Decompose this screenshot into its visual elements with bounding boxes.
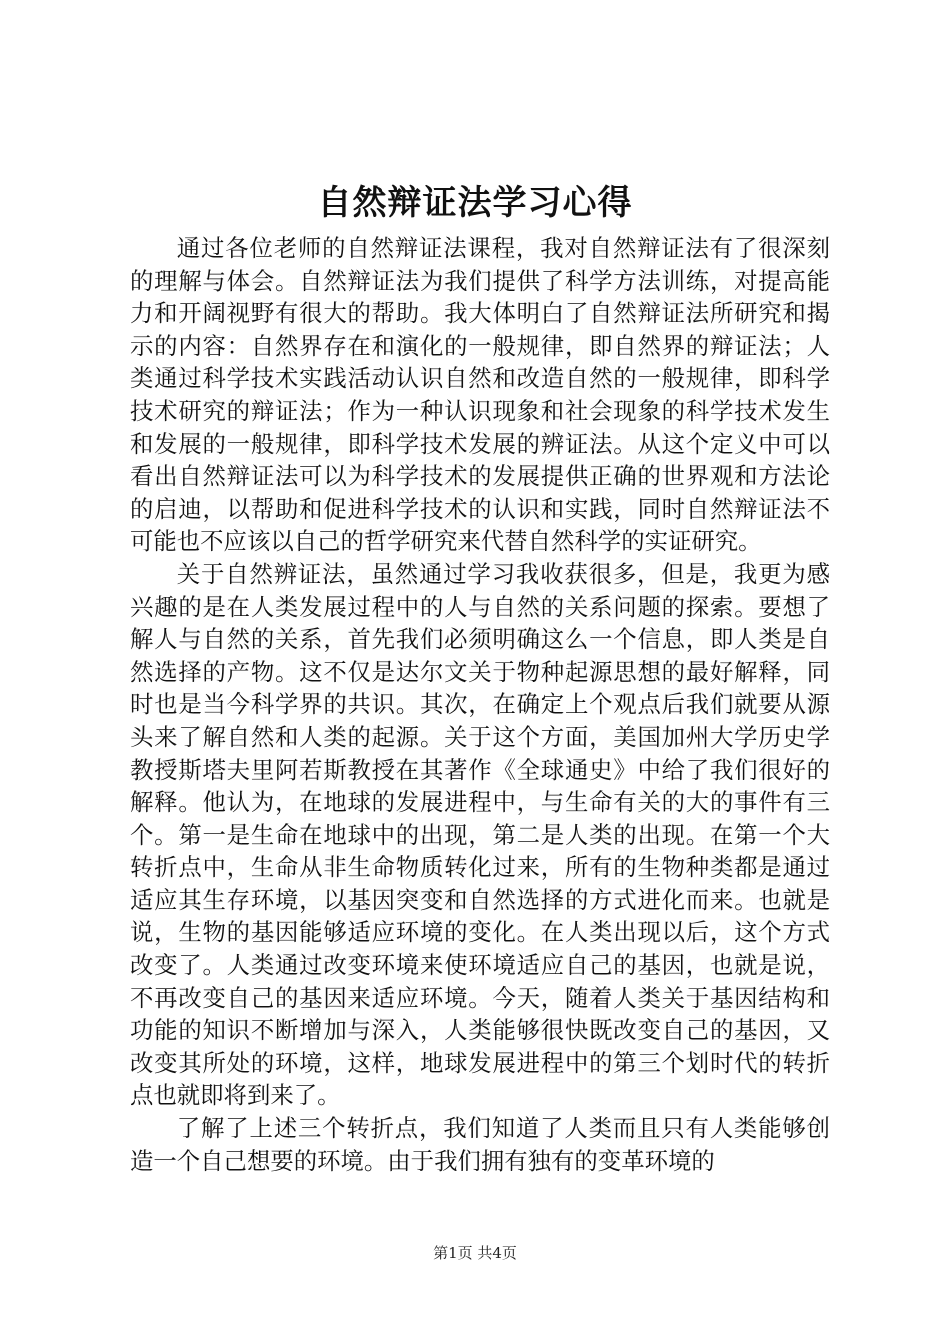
paragraph-2: 关于自然辨证法，虽然通过学习我收获很多，但是，我更为感兴趣的是在人类发展过程中的人与自然的关系问题的探索。要想了解人与自然的关系，首先我们必须明确这么一个信息，即人类是自然选择的产物。这不仅是达尔文关于物种起源思想的最好解释，同时也是当今科学界的共识。其次，在确定上个观点后我们就要从源头来了解自然和人类的起源。关于这个方面，美国加州大学历史学教授斯塔夫里阿若斯教授在其著作《全球通史》中给了我们很好的解释。他认为，在地球的发展进程中，与生命有关的大的事件有三个。第一是生命在地球中的出现，第二是人类的出现。在第一个大转折点中，生命从非生命物质转化过来，所有的生物种类都是通过适应其生存环境，以基因突变和自然选择的方式进化而来。也就是说，生物的基因能够适应环境的变化。在人类出现以后，这个方式改变了。人类通过改变环境来使环境适应自己的基因，也就是说，不再改变自己的基因来适应环境。今天，随着人类关于基因结构和功能的知识不断增加与深入，人类能够很快既改变自己的基因，又改变其所处的环境，这样，地球发展进程中的第三个划时代的转折点也就即将到来了。 [130, 559, 830, 1110]
paragraph-3: 了解了上述三个转折点，我们知道了人类而且只有人类能够创造一个自己想要的环境。由于我们拥有独有的变革环境的 [130, 1114, 830, 1175]
paragraph-1: 通过各位老师的自然辩证法课程，我对自然辩证法有了很深刻的理解与体会。自然辩证法为我们提供了科学方法训练，对提高能力和开阔视野有很大的帮助。我大体明白了自然辩证法所研究和揭示的内容：自然界存在和演化的一般规律，即自然界的辩证法；人类通过科学技术实践活动认识自然和改造自然的一般规律，即科学技术研究的辩证法；作为一种认识现象和社会现象的科学技术发生和发展的一般规律，即科学技术发展的辨证法。从这个定义中可以看出自然辩证法可以为科学技术的发展提供正确的世界观和方法论的启迪，以帮助和促进科学技术的认识和实践，同时自然辩证法不可能也不应该以自己的哲学研究来代替自然科学的实证研究。 [130, 234, 830, 556]
document-title: 自然辩证法学习心得 [317, 183, 633, 223]
page-number-footer: 第1页 共4页 [433, 1244, 517, 1262]
document-body [130, 232, 830, 1177]
